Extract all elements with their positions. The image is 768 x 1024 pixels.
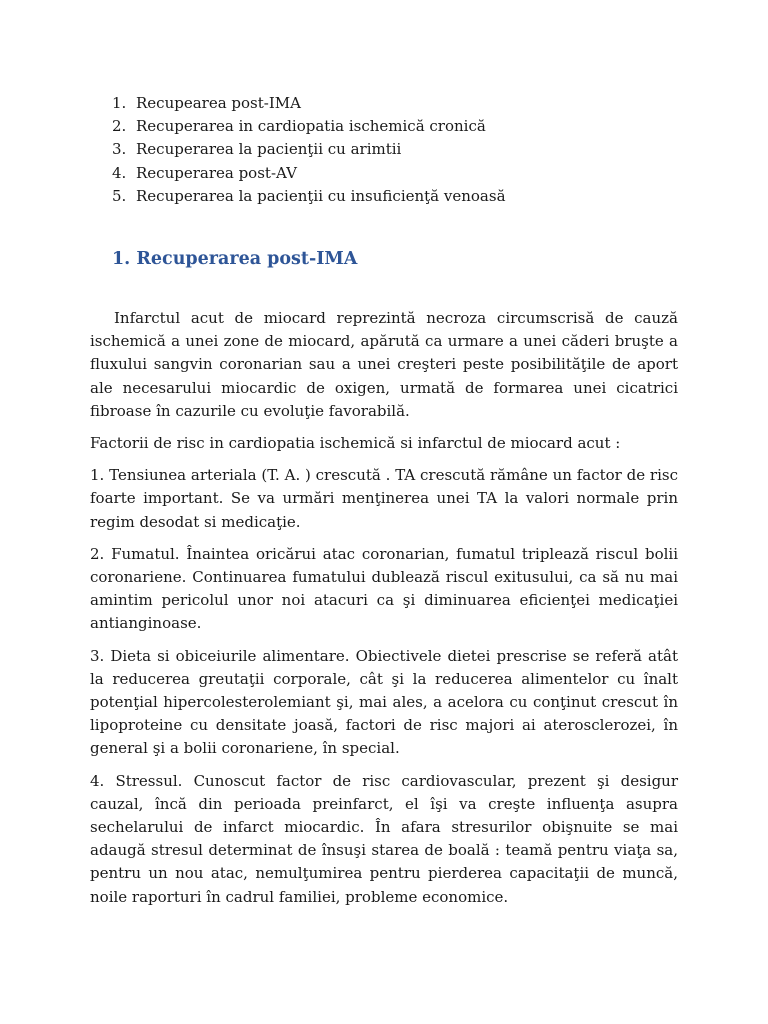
toc-item [90,115,678,138]
toc-label: Recuperarea la pacienţii cu arimtii [136,140,402,159]
toc-number: 4. [112,163,127,182]
document-page [90,92,678,918]
toc-item [90,162,678,185]
toc-item [90,138,678,161]
toc-item [90,92,678,115]
toc-number: 2. [112,117,127,136]
toc-number: 3. [112,140,127,159]
paragraph-definition: Infarctul acut de miocard reprezintă necroza circumscrisă de cauză ischemică a unei zone de miocard, apărută ca urmare a unei căderi bruşte a fluxului sangvin coronarian sau a unei creşteri peste posibilităţile de aport ale necesarului miocardic de oxigen, urmată de formarea unei cicatrici fibroase în cazurile cu evoluţie favorabilă. [90,309,678,420]
paragraph-risk-blood-pressure: 1. Tensiunea arteriala (T. A. ) crescută . TA crescută rămâne un factor de risc foarte important. Se va urmări menţinerea unei TA la valori normale prin regim desodat si medicaţie. [90,466,678,531]
paragraph-risk-smoking: 2. Fumatul. Înaintea oricărui atac coronarian, fumatul triplează riscul bolii coronariene. Continuarea fumatului dublează riscul exitusului, ca să nu mai amintim pericolul unor noi atacuri ca şi diminuarea eficienţei medicaţiei antianginoase. [90,544,678,633]
paragraph-risk-diet: 3. Dieta si obiceiurile alimentare. Obiectivele dietei prescrise se referă atât la reducerea greutaţii corporale, cât şi la reducerea alimentelor cu înalt potenţial hipercolesterolemiant şi, mai ales, a acelora cu conţinut crescut în lipoproteine cu densitate joasă, factori de risc majori ai aterosclerozei, în general şi a bolii coronariene, în special. [90,646,678,758]
toc-label: Recuperarea la pacienţii cu insuficienţă venoasă [136,186,506,205]
toc-number: 1. [112,94,127,112]
toc-number: 5. [112,186,127,205]
section-heading: 1. Recuperarea post-IMA [112,249,358,270]
paragraph-risk-intro: Factorii de risc in cardiopatia ischemică si infarctul de miocard acut : [90,434,621,453]
paragraph-risk-stress: 4. Stressul. Cunoscut factor de risc cardiovascular, prezent şi desigur cauzal, încă din perioada preinfarct, el îşi va creşte influenţa asupra sechelarului de infarct miocardic. În afara stresurilor obişnuite se mai adaugă stresul determinat de însuşi starea de boală : teamă pentru viaţa sa, pentru un nou atac, nemulţumirea pentru pierderea capacitaţii de muncă, noile raporturi în cadrul familiei, probleme economice. [90,771,678,906]
toc-item [90,185,678,208]
toc-label: Recuperarea post-AV [136,163,297,182]
toc-label: Recupearea post-IMA [136,94,301,112]
toc-label: Recuperarea in cardiopatia ischemică cronică [136,117,486,136]
table-of-contents [90,92,678,208]
section-body [90,307,678,909]
